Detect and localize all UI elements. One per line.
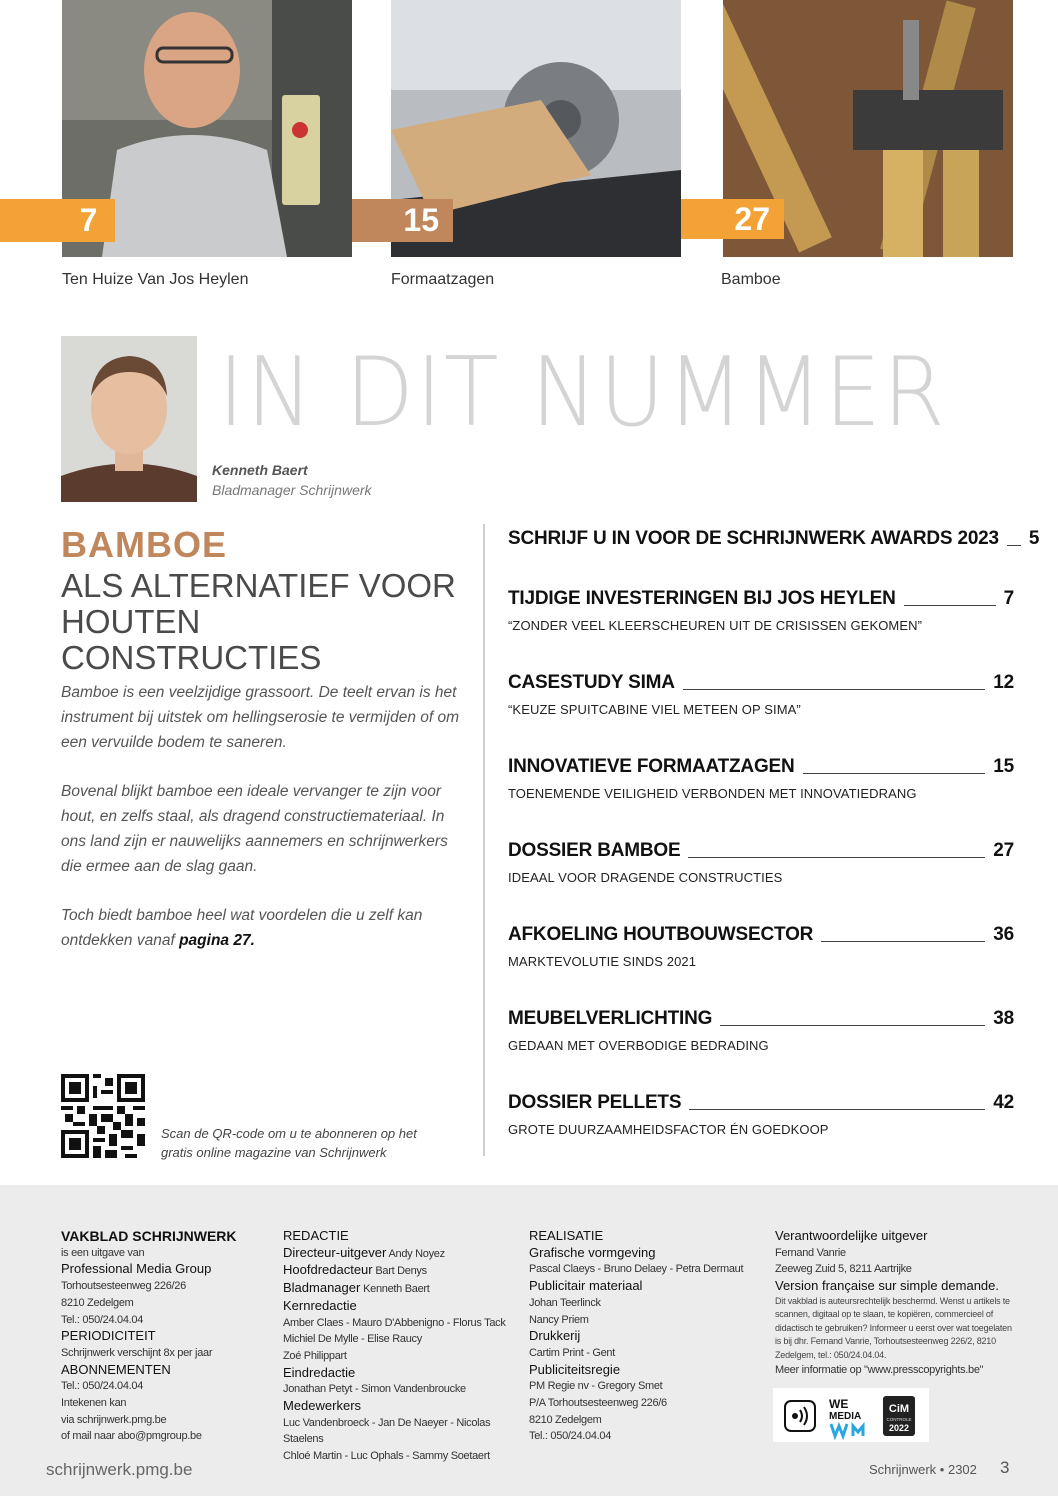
colophon-copyright: Dit vakblad is auteursrechtelijk beschermd. Wenst u artikels te scannen, digitaal op te slaan, te kopiëren, commercieel of didactisch te gebruiken? Informeer u eerst over wat toegelaten is bij dhr. Fernand Vanrie, Torhoutsesteenweg 226/2, 8210 Zedelgem, tel.: 050/24.04.04. <box>775 1295 1012 1360</box>
colophon-production <box>529 1228 759 1445</box>
toc-subtitle: “ZONDER VEEL KLEERSCHEUREN UIT DE CRISISSEN GEKOMEN” <box>508 618 923 633</box>
colophon-role: Directeur-uitgever <box>283 1244 387 1260</box>
colophon-publisher <box>61 1228 261 1445</box>
toc-subtitle: “KEUZE SPUITCABINE VIEL METEEN OP SIMA” <box>508 702 801 717</box>
intro-text: Toch biedt bamboe heel wat voordelen die u zelf kan ontdekken vanaf <box>61 907 423 949</box>
toc-item[interactable] <box>508 756 1014 801</box>
toc-page: 38 <box>993 1008 1014 1029</box>
toc-leader <box>720 1025 985 1026</box>
toc-leader <box>1007 545 1021 546</box>
colophon-publisher-name: Professional Media Group <box>61 1261 212 1277</box>
footer-magazine-issue: Schrijnwerk • 2302 <box>869 1462 977 1477</box>
wemedia-logo-bottom: MEDIA <box>829 1411 862 1422</box>
colophon-link[interactable]: via schrijnwerk.pmg.be <box>61 1413 167 1426</box>
cim-logo-small: CONTROLE <box>886 1417 912 1422</box>
toc-title: DOSSIER PELLETS <box>508 1092 682 1113</box>
toc-leader <box>688 857 985 858</box>
teaser-page-number: 15 <box>352 199 453 242</box>
colophon-line: Torhoutsesteenweg 226/26 <box>61 1280 186 1293</box>
toc-page: 7 <box>1003 588 1014 609</box>
colophon-line: Johan Teerlinck <box>529 1296 601 1309</box>
colophon-heading: PERIODICITEIT <box>61 1328 156 1344</box>
page-title: IN DIT NUMMER <box>218 338 947 448</box>
colophon-line: Jonathan Petyt - Simon Vandenbroucke <box>283 1383 466 1396</box>
toc-title: DOSSIER BAMBOE <box>508 840 681 861</box>
colophon-line: Schrijnwerk verschijnt 8x per jaar <box>61 1346 213 1359</box>
colophon-line: Pascal Claeys - Bruno Delaey - Petra Dermaut <box>529 1263 744 1276</box>
colophon-role: Eindredactie <box>283 1364 356 1380</box>
cim-logo <box>883 1396 915 1436</box>
colophon-line: Zeeweg Zuid 5, 8211 Aartrijke <box>775 1263 912 1276</box>
colophon-line: Michiel De Mylle - Elise Raucy <box>283 1333 422 1346</box>
toc-title: TIJDIGE INVESTERINGEN BIJ JOS HEYLEN <box>508 588 896 609</box>
colophon-heading: Verantwoordelijke uitgever <box>775 1228 928 1243</box>
toc-item[interactable] <box>508 1008 1014 1053</box>
colophon-email[interactable]: of mail naar abo@pmgroup.be <box>61 1430 202 1443</box>
column-divider <box>483 524 485 1156</box>
qr-caption: Scan de QR-code om u te abonneren op het gratis online magazine van Schrijnwerk <box>161 1126 417 1160</box>
toc-title: SCHRIJF U IN VOOR DE SCHRIJNWERK AWARDS 2023 <box>508 528 999 549</box>
colophon-line: Tel.: 050/24.04.04 <box>529 1430 612 1443</box>
colophon-role: Hoofdredacteur <box>283 1262 373 1278</box>
toc-item[interactable] <box>508 924 1014 969</box>
toc-title: CASESTUDY SIMA <box>508 672 675 693</box>
colophon-editorial <box>283 1228 513 1465</box>
colophon-line: 8210 Zedelgem <box>529 1413 602 1426</box>
cim-logo-year: 2022 <box>888 1423 910 1433</box>
toc-title: MEUBELVERLICHTING <box>508 1008 713 1029</box>
feature-title: BAMBOE <box>61 524 227 565</box>
colophon-heading: VAKBLAD SCHRIJNWERK <box>61 1228 237 1244</box>
colophon-role: Publicitair materiaal <box>529 1278 643 1294</box>
colophon-line: is een uitgave van <box>61 1246 145 1259</box>
intro-paragraph <box>61 903 466 953</box>
colophon-line: Cartim Print - Gent <box>529 1346 615 1359</box>
colophon-line: Tel.: 050/24.04.04 <box>61 1380 144 1393</box>
colophon-role: Grafische vormgeving <box>529 1244 656 1260</box>
author-name: Kenneth Baert <box>212 462 308 478</box>
page-link[interactable]: pagina 27. <box>179 932 255 949</box>
toc-title: AFKOELING HOUTBOUWSECTOR <box>508 924 814 945</box>
colophon-line: Zoé Philippart <box>283 1349 347 1362</box>
colophon-role: Publiciteitsregie <box>529 1361 621 1377</box>
toc-subtitle: MARKTEVOLUTIE SINDS 2021 <box>508 954 697 969</box>
colophon-role: Bladmanager <box>283 1280 361 1296</box>
colophon-line: P/A Torhoutsesteenweg 226/6 <box>529 1397 667 1410</box>
toc-subtitle: IDEAAL VOOR DRAGENDE CONSTRUCTIES <box>508 870 783 885</box>
colophon-responsible <box>775 1228 1020 1379</box>
colophon-line: 8210 Zedelgem <box>61 1296 134 1309</box>
intro-paragraph: Bovenal blijkt bamboe een ideale vervanger te zijn voor hout, en zelfs staal, als dragend constructiemateriaal. In ons land zijn er nauwelijks aannemers en schrijnwerkers die ermee aan de slag gaan. <box>61 783 448 875</box>
toc-page: 5 <box>1028 528 1040 549</box>
colophon-role: Medewerkers <box>283 1398 362 1414</box>
toc-page: 15 <box>993 756 1014 777</box>
teaser-caption[interactable]: Bamboe <box>721 271 781 288</box>
colophon-heading: ABONNEMENTEN <box>61 1361 171 1377</box>
toc-leader <box>683 689 985 690</box>
colophon-person: Kenneth Baert <box>363 1283 430 1296</box>
colophon-french-note: Version française sur simple demande. <box>775 1278 1000 1294</box>
toc-subtitle: GROTE DUURZAAMHEIDSFACTOR ÉN GOEDKOOP <box>508 1122 829 1137</box>
colophon-line: Tel.: 050/24.04.04 <box>61 1313 144 1326</box>
toc-item[interactable] <box>508 588 1014 633</box>
toc-page: 36 <box>993 924 1014 945</box>
colophon-line: Luc Vandenbroeck - Jan De Naeyer - Nicolas Staelens <box>283 1416 491 1446</box>
colophon-line: Chloé Martin - Luc Ophals - Sammy Soetaert <box>283 1450 490 1463</box>
toc-item[interactable] <box>508 1092 1014 1137</box>
teaser-page-number: 7 <box>62 199 115 242</box>
cim-logo-top: CiM <box>888 1403 910 1415</box>
footer-site-link[interactable]: schrijnwerk.pmg.be <box>46 1460 193 1479</box>
toc-item[interactable] <box>508 672 1014 717</box>
colophon-line: Fernand Vanrie <box>775 1246 846 1259</box>
toc-page: 12 <box>993 672 1014 693</box>
colophon-heading: REALISATIE <box>529 1228 604 1243</box>
feature-subtitle: ALS ALTERNATIEF VOOR HOUTEN CONSTRUCTIES <box>61 567 456 676</box>
toc-subtitle: TOENEMENDE VEILIGHEID VERBONDEN MET INNOVATIEDRANG <box>508 786 917 801</box>
teaser-caption[interactable]: Formaatzagen <box>391 271 495 288</box>
toc-leader <box>689 1109 985 1110</box>
footer-page-number: 3 <box>1000 1458 1010 1477</box>
toc-page: 42 <box>993 1092 1014 1113</box>
toc-leader <box>904 605 996 606</box>
logo-strip <box>773 1388 929 1442</box>
qr-code-icon[interactable] <box>61 1074 145 1158</box>
colophon-role: Kernredactie <box>283 1297 357 1313</box>
colophon-line: Nancy Priem <box>529 1313 589 1326</box>
colophon-role: Drukkerij <box>529 1328 581 1344</box>
toc-title: INNOVATIEVE FORMAATZAGEN <box>508 756 795 777</box>
colophon-line: Amber Claes - Mauro D'Abbenigno - Florus Tack <box>283 1316 506 1329</box>
badge-bar <box>0 199 62 242</box>
colophon-line: Intekenen kan <box>61 1397 127 1410</box>
author-role: Bladmanager Schrijnwerk <box>212 482 372 498</box>
toc-page: 27 <box>993 840 1014 861</box>
teaser-caption[interactable]: Ten Huize Van Jos Heylen <box>62 271 249 288</box>
toc-leader <box>821 941 985 942</box>
colophon-link[interactable]: Meer informatie op "www.presscopyrights.be" <box>775 1364 984 1377</box>
toc-item[interactable] <box>508 528 1040 550</box>
wemedia-logo-top: WE <box>829 1397 849 1411</box>
colophon-person: Bart Denys <box>375 1265 427 1278</box>
toc-item[interactable] <box>508 840 1014 885</box>
teaser-page-number: 27 <box>681 199 784 239</box>
colophon-person: Andy Noyez <box>388 1247 445 1260</box>
colophon-heading: REDACTIE <box>283 1228 349 1243</box>
colophon-line: PM Regie nv - Gregory Smet <box>529 1380 663 1393</box>
toc-subtitle: GEDAAN MET OVERBODIGE BEDRADING <box>508 1038 769 1053</box>
author-portrait <box>61 336 197 502</box>
intro-paragraph: Bamboe is een veelzijdige grassoort. De teelt ervan is het instrument bij uitstek om hellingserosie te vermijden of om een vervuilde bodem te saneren. <box>61 684 460 751</box>
toc-leader <box>803 773 986 774</box>
